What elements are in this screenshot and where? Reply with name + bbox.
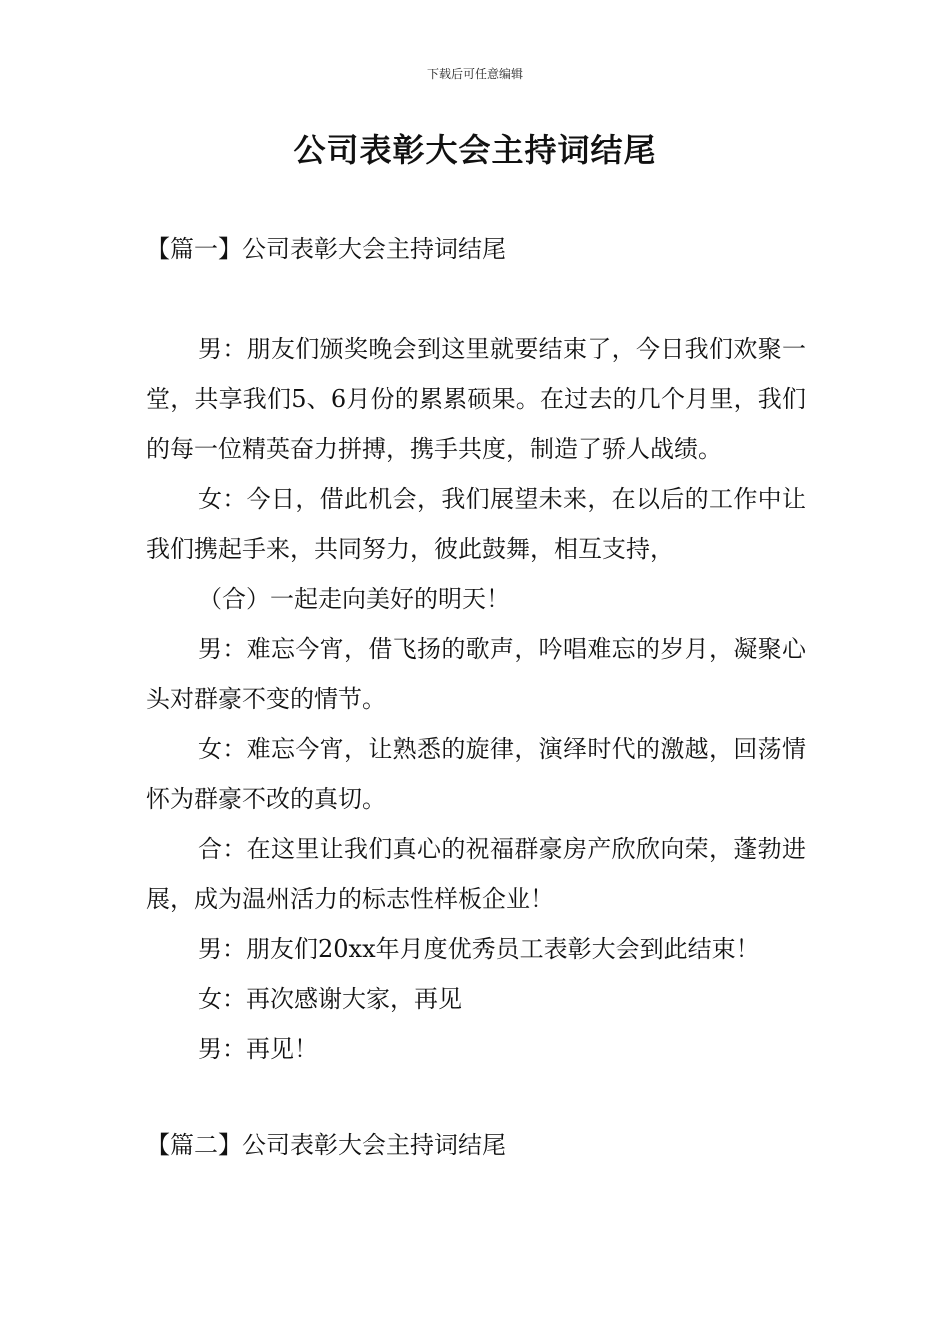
header-note: 下载后可任意编辑 <box>426 67 523 81</box>
paragraph-2: 女：今日，借此机会，我们展望未来，在以后的工作中让我们携起手来，共同努力，彼此鼓舞，相互支持， <box>146 485 806 563</box>
section-heading-1: 【篇一】公司表彰大会主持词结尾 <box>146 235 506 263</box>
paragraph-5: 女：难忘今宵，让熟悉的旋律，演绎时代的激越，回荡情怀为群豪不改的真切。 <box>146 735 806 813</box>
paragraph-8: 女：再次感谢大家，再见 <box>198 985 462 1013</box>
section-heading-2: 【篇二】公司表彰大会主持词结尾 <box>146 1131 506 1159</box>
document-title: 公司表彰大会主持词结尾 <box>293 131 657 169</box>
paragraph-7: 男：朋友们20xx年月度优秀员工表彰大会到此结束！ <box>198 935 760 963</box>
paragraph-3: （合）一起走向美好的明天！ <box>198 585 510 613</box>
paragraph-4: 男：难忘今宵，借飞扬的歌声，吟唱难忘的岁月，凝聚心头对群豪不变的情节。 <box>146 635 806 713</box>
paragraph-1: 男：朋友们颁奖晚会到这里就要结束了，今日我们欢聚一堂，共享我们5、6月份的累累硕果。在过去的几个月里，我们的每一位精英奋力拼搏，携手共度，制造了骄人战绩。 <box>146 335 806 463</box>
paragraph-6: 合：在这里让我们真心的祝福群豪房产欣欣向荣，蓬勃进展，成为温州活力的标志性样板企业！ <box>146 835 806 913</box>
paragraph-9: 男：再见！ <box>198 1035 318 1063</box>
section-1-body <box>146 324 806 1074</box>
